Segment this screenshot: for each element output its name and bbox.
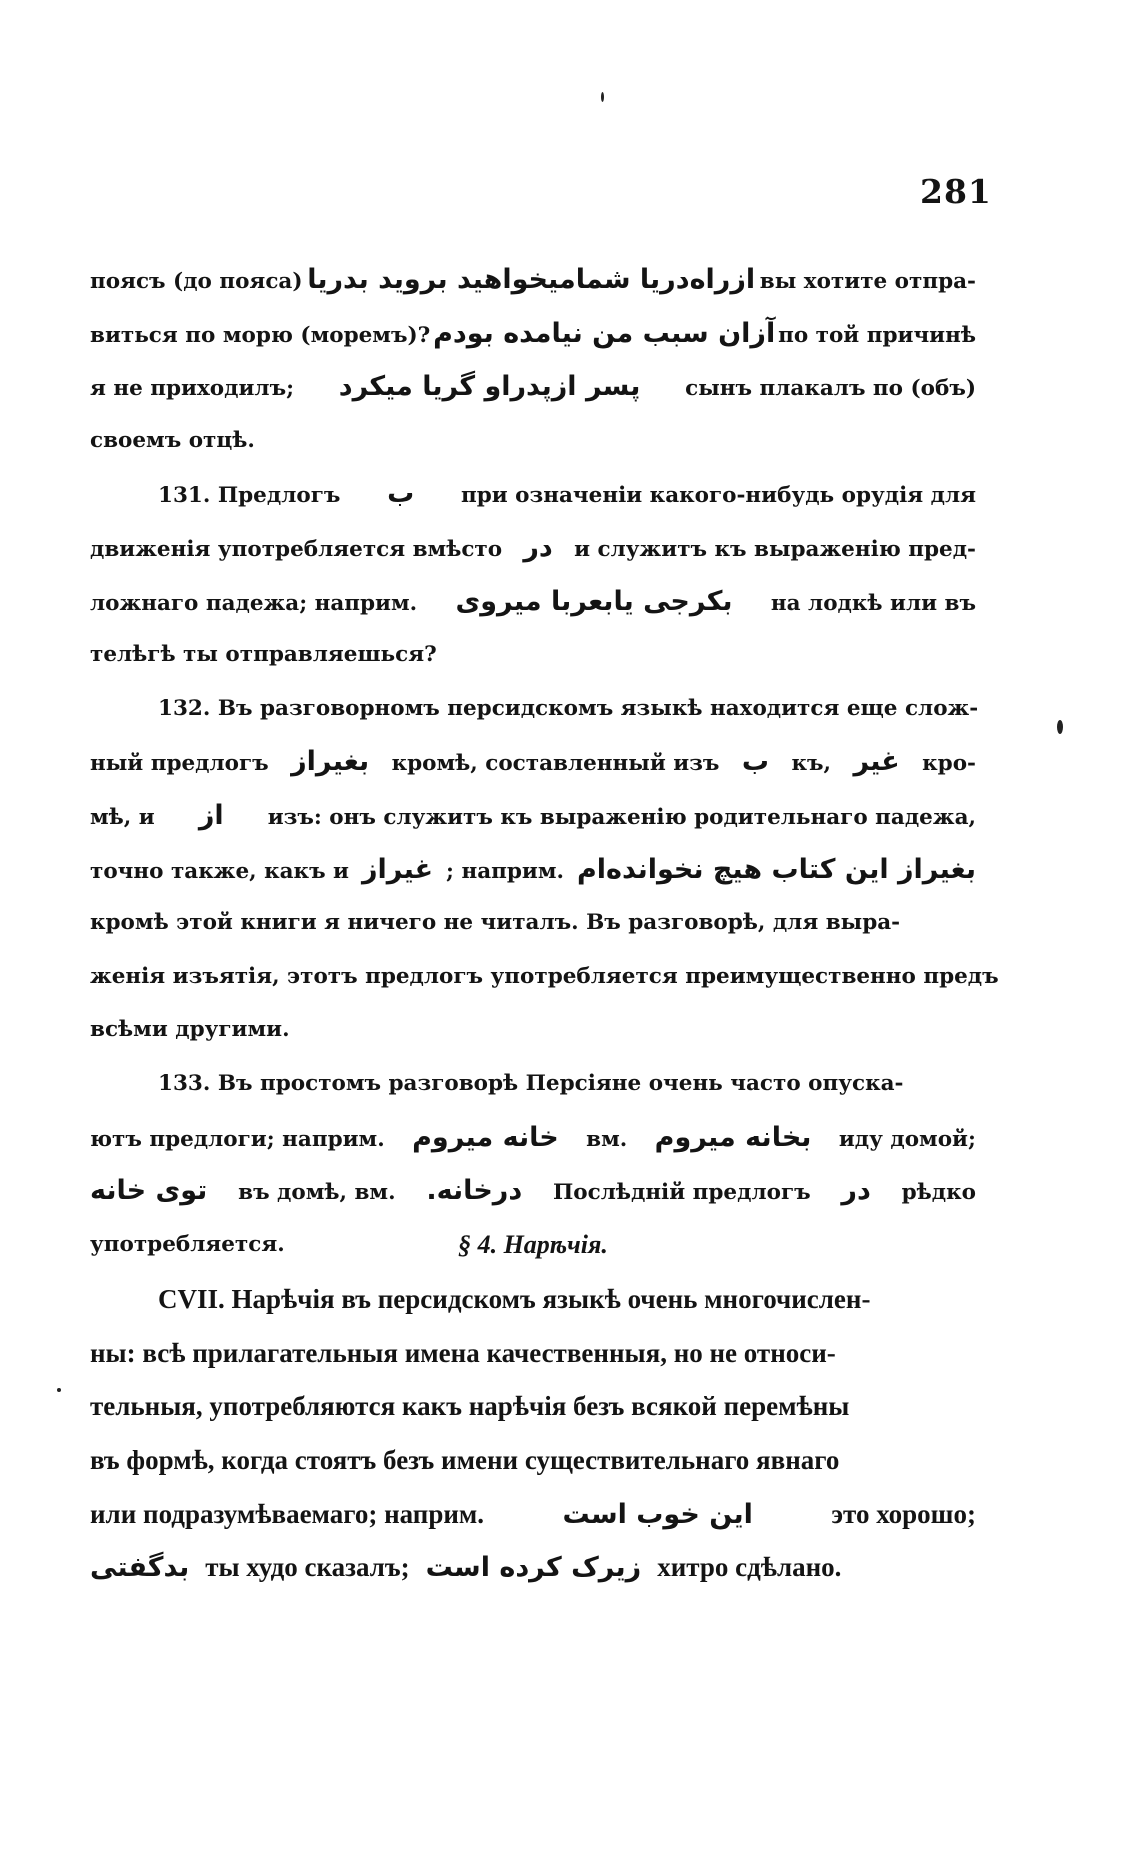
persian-phrase: ب bbox=[387, 478, 415, 510]
text-line: тельныя, употребляются какъ нарѣчія безъ всякой перемѣны bbox=[90, 1391, 850, 1422]
text-line: движенія употребляется вмѣсто در и служитъ къ выраженію пред- bbox=[90, 521, 976, 575]
persian-phrase: پسر ازپدراو گریا میکرد bbox=[338, 371, 641, 403]
persian-phrase: غیر bbox=[853, 746, 900, 778]
persian-phrase: توی خانه bbox=[90, 1175, 208, 1207]
text-line: بدگفتی ты худо сказалъ; زیرک کرده است хитро сдѣлано. bbox=[90, 1541, 976, 1595]
persian-phrase: از bbox=[198, 799, 224, 831]
paragraph-cvii-start: CVII. Нарѣчія въ персидскомъ языкѣ очень многочислен- bbox=[158, 1284, 871, 1314]
persian-phrase: ب bbox=[741, 746, 770, 778]
text-line: въ формѣ, когда стоятъ безъ имени существительнаго явнаго bbox=[90, 1445, 840, 1476]
text-line: ложнаго падежа; наприм. بکرجی یابعربا میروی на лодкѣ или въ bbox=[90, 575, 976, 629]
text-line: я не приходилъ; پسر ازپدراو گریا میکرد сынъ плакалъ по (объ) bbox=[90, 360, 976, 414]
adverbs-text bbox=[90, 1273, 976, 1595]
text-line: ный предлогъ بغیراز кромѣ, составленный изъ ب къ, غیر кро- bbox=[90, 735, 976, 789]
persian-phrase: در bbox=[523, 531, 553, 563]
text-line: поясъ (до пояса) ازراه‌دریا شمامیخواهید بروید بدریا вы хотите отпра- bbox=[90, 253, 976, 307]
persian-phrase: غیراز bbox=[362, 853, 434, 885]
persian-phrase: ازراه‌دریا شمامیخواهید بروید بدریا bbox=[307, 264, 756, 295]
section-heading: § 4. Нарѣчія. bbox=[458, 1230, 608, 1259]
text-line: или подразумѣваемаго; наприм. این خوب است это хорошо; bbox=[90, 1488, 976, 1542]
main-text bbox=[90, 253, 999, 1271]
text-line: виться по морю (моремъ)? آزان سبب من نیامده بودم по той причинѣ bbox=[90, 307, 976, 361]
persian-phrase: خانه میروم bbox=[412, 1121, 559, 1153]
scan-speck bbox=[1057, 720, 1063, 734]
persian-phrase: بغیراز این کتاب هیچ نخوانده‌ام bbox=[577, 853, 976, 885]
persian-phrase: در bbox=[841, 1175, 871, 1207]
paragraph-132-start: 132. Въ разговорномъ персидскомъ языкѣ находится еще слож- bbox=[158, 695, 979, 721]
paragraph-133-start: 133. Въ простомъ разговорѣ Персіяне очень часто опуска- bbox=[158, 1070, 904, 1096]
persian-phrase: زیرک کرده است bbox=[425, 1552, 642, 1584]
persian-phrase: درخانه. bbox=[426, 1175, 523, 1207]
text-line: ютъ предлоги; наприм. خانه میروم вм. بخانه میروم иду домой; bbox=[90, 1111, 976, 1165]
paragraph-131-start: 131. Предлогъ ب при означеніи какого-нибудь орудія для bbox=[90, 467, 976, 521]
text-line: ны: всѣ прилагательныя имена качественныя, но не относи- bbox=[90, 1337, 836, 1368]
persian-phrase: بغیراز bbox=[291, 746, 370, 778]
persian-phrase: بخانه میروم bbox=[654, 1121, 812, 1153]
persian-phrase: این خوب است bbox=[562, 1498, 753, 1530]
text-line: توی خانه въ домѣ, вм. درخانه. Послѣдній предлогъ در рѣдко bbox=[90, 1164, 976, 1218]
scan-speck bbox=[57, 1388, 61, 1392]
persian-phrase: بکرجی یابعربا میروی bbox=[455, 585, 733, 617]
text-line: употребляется. bbox=[90, 1231, 285, 1257]
text-line: женія изъятія, этотъ предлогъ употребляется преимущественно предъ bbox=[90, 963, 999, 989]
text-line: мѣ, и از изъ: онъ служитъ къ выраженію родительнаго падежа, bbox=[90, 789, 976, 843]
text-line: точно также, какъ и غیراز ; наприм. بغیراز این کتاب هیچ نخوانده‌ام bbox=[90, 843, 976, 897]
text-line: кромѣ этой книги я ничего не читалъ. Въ разговорѣ, для выра- bbox=[90, 910, 901, 936]
text-line: всѣми другими. bbox=[90, 1017, 290, 1043]
scan-speck bbox=[601, 92, 604, 102]
persian-phrase: آزان سبب من نیامده بودم bbox=[433, 317, 776, 349]
page-number: 281 bbox=[920, 172, 992, 211]
persian-phrase: بدگفتی bbox=[90, 1552, 190, 1584]
text-line: телѣгѣ ты отправляешься? bbox=[90, 642, 437, 668]
text-line: своемъ отцѣ. bbox=[90, 427, 255, 453]
